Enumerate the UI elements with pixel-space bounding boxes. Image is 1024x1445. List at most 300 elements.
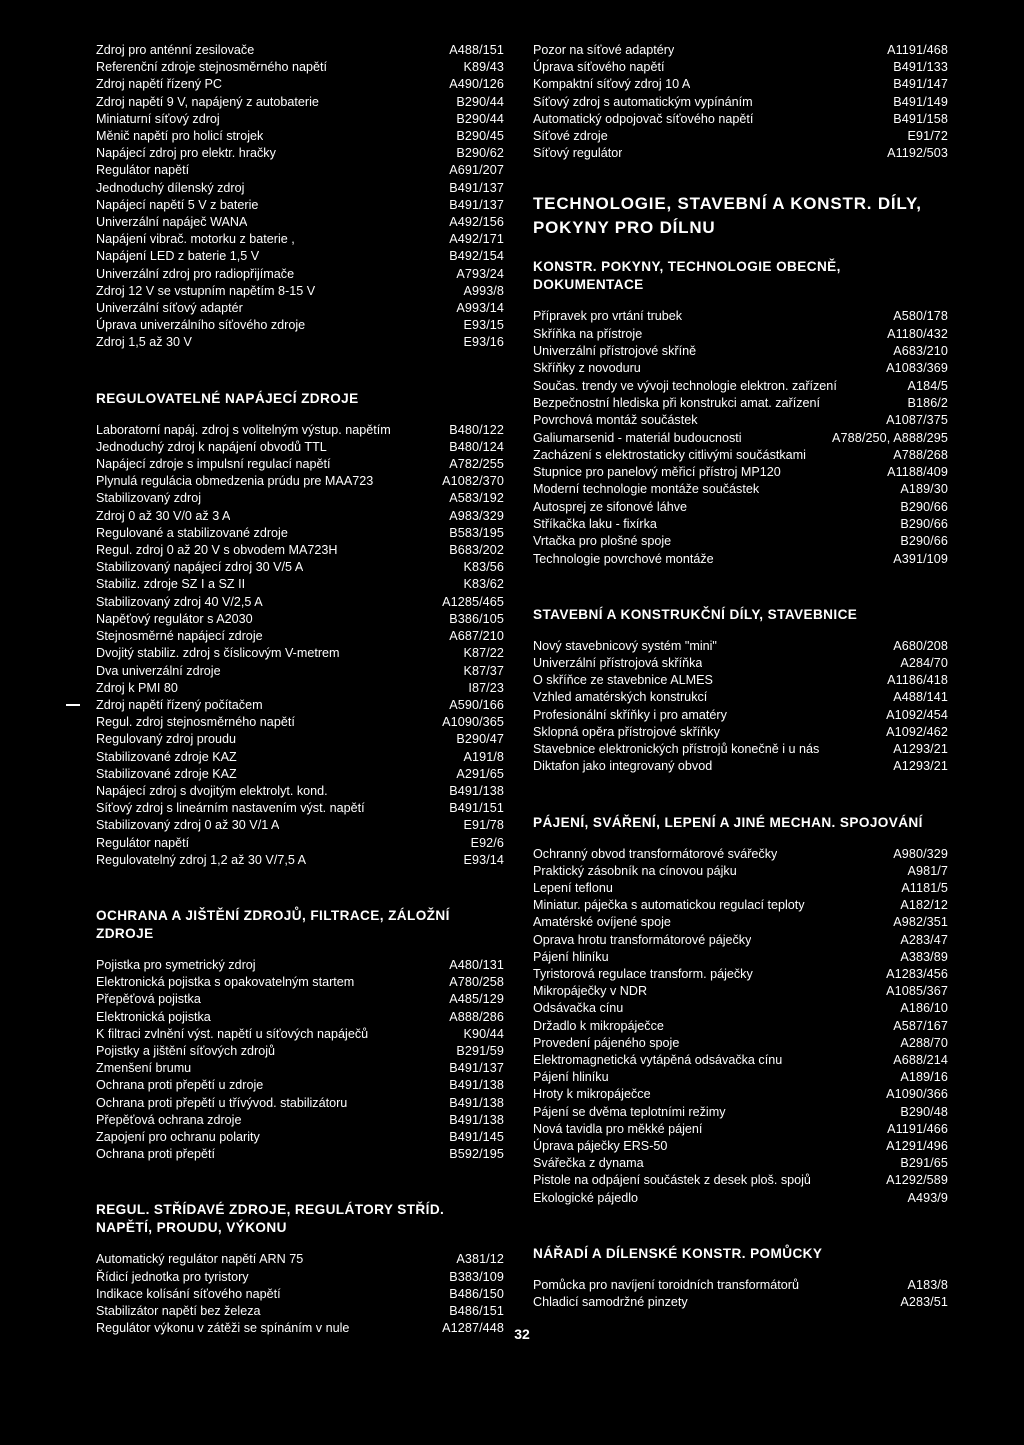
index-entry bbox=[96, 145, 504, 162]
entry-code: A1285/465 bbox=[442, 594, 504, 609]
entry-code: B486/150 bbox=[449, 1286, 504, 1301]
entry-title: Vrtačka pro plošné spoje bbox=[533, 534, 672, 549]
entry-title: Automatický odpojovač síťového napětí bbox=[533, 111, 754, 126]
index-entry bbox=[96, 714, 504, 731]
entry-title: Stabiliz. zdroje SZ I a SZ II bbox=[96, 577, 246, 592]
entry-code: E93/16 bbox=[463, 335, 504, 350]
index-entry bbox=[96, 128, 504, 145]
entry-code: A493/9 bbox=[907, 1190, 948, 1205]
entry-title: Diktafon jako integrovaný obvod bbox=[533, 759, 713, 774]
entry-title: Stavebnice elektronických přístrojů konečně i u nás bbox=[533, 742, 820, 757]
entry-code: A1083/369 bbox=[886, 361, 948, 376]
section-heading: REGULOVATELNÉ NAPÁJECÍ ZDROJE bbox=[96, 390, 359, 406]
entry-code: A288/70 bbox=[900, 1035, 948, 1050]
entry-code: A793/24 bbox=[456, 266, 504, 281]
index-entry bbox=[96, 1026, 504, 1043]
entry-code: A1293/21 bbox=[893, 759, 948, 774]
entry-code: A186/10 bbox=[900, 1001, 948, 1016]
entry-code: K87/37 bbox=[463, 663, 504, 678]
right-column bbox=[533, 42, 948, 1311]
entry-title: Regulovatelný zdroj 1,2 až 30 V/7,5 A bbox=[96, 852, 307, 867]
index-entry bbox=[96, 317, 504, 334]
entry-title: Jednoduchý zdroj k napájení obvodů TTL bbox=[96, 439, 327, 454]
index-entry bbox=[533, 966, 948, 983]
index-entry bbox=[96, 1129, 504, 1146]
index-entry bbox=[96, 542, 504, 559]
entry-title: Plynulá regulácia obmedzenia prúdu pre MAA723 bbox=[96, 474, 374, 489]
entry-code: A183/8 bbox=[907, 1277, 948, 1292]
entry-code: A184/5 bbox=[907, 378, 948, 393]
entry-title: Přepěťová ochrana zdroje bbox=[96, 1112, 242, 1127]
entry-code: A189/30 bbox=[900, 482, 948, 497]
index-entry bbox=[533, 1069, 948, 1086]
entry-title: Ekologické pájedlo bbox=[533, 1190, 639, 1205]
index-entry bbox=[96, 594, 504, 611]
entry-title: Univerzální zdroj pro radiopřijímače bbox=[96, 266, 295, 281]
entry-title: Pojistky a jištění síťových zdrojů bbox=[96, 1043, 276, 1058]
entry-code: A488/151 bbox=[449, 43, 504, 57]
index-entry bbox=[96, 300, 504, 317]
entry-title: Moderní technologie montáže součástek bbox=[533, 482, 760, 497]
entry-code: K90/44 bbox=[463, 1026, 504, 1041]
index-entry bbox=[96, 1286, 504, 1303]
index-entry bbox=[96, 1320, 504, 1337]
entry-title: Zdroj napětí řízený PC bbox=[96, 77, 222, 92]
entry-title: O skříňce ze stavebnice ALMES bbox=[533, 673, 713, 688]
index-entry bbox=[533, 111, 948, 128]
entry-code: B290/45 bbox=[456, 129, 504, 144]
index-entry bbox=[533, 430, 948, 447]
entry-title: Napájecí zdroje s impulsní regulací napětí bbox=[96, 457, 331, 472]
entry-code: A590/166 bbox=[449, 697, 504, 712]
entry-code: A1191/466 bbox=[887, 1121, 948, 1136]
index-entry bbox=[533, 1138, 948, 1155]
entry-title: Regulované a stabilizované zdroje bbox=[96, 525, 288, 540]
index-entry bbox=[533, 308, 948, 325]
entry-title: Univerzální síťový adaptér bbox=[96, 301, 243, 316]
section-heading: PÁJENÍ, SVÁŘENÍ, LEPENÍ A JINÉ MECHAN. SPOJOVÁNÍ bbox=[533, 814, 923, 830]
entry-title: Regul. zdroj 0 až 20 V s obvodem MA723H bbox=[96, 543, 338, 558]
entry-title: Napájecí zdroj s dvojitým elektrolyt. kond. bbox=[96, 783, 328, 798]
index-entry bbox=[533, 1294, 948, 1311]
entry-list bbox=[533, 308, 948, 567]
index-entry bbox=[96, 525, 504, 542]
index-entry bbox=[533, 59, 948, 76]
entry-code: A391/109 bbox=[893, 551, 948, 566]
entry-title: Sklopná opěra přístrojové skříňky bbox=[533, 724, 720, 739]
entry-code: B480/122 bbox=[449, 422, 504, 437]
index-entry bbox=[96, 1146, 504, 1163]
entry-code: A688/214 bbox=[893, 1052, 948, 1067]
index-entry bbox=[96, 1009, 504, 1026]
entry-title: Napěťový regulátor s A2030 bbox=[96, 611, 253, 626]
index-entry bbox=[533, 551, 948, 568]
index-entry bbox=[533, 1035, 948, 1052]
entry-title: Skříňky z novoduru bbox=[533, 361, 641, 376]
entry-code: A580/178 bbox=[893, 309, 948, 324]
entry-title: Provedení pájeného spoje bbox=[533, 1035, 680, 1050]
index-entry bbox=[533, 128, 948, 145]
index-entry bbox=[96, 783, 504, 800]
entry-title: Univerzální přístrojové skříně bbox=[533, 344, 697, 359]
index-entry bbox=[96, 974, 504, 991]
index-entry bbox=[96, 731, 504, 748]
entry-code: A1283/456 bbox=[886, 966, 948, 981]
entry-code: B486/151 bbox=[449, 1303, 504, 1318]
index-entry bbox=[533, 932, 948, 949]
index-entry bbox=[96, 1303, 504, 1320]
entry-title: Ochrana proti přepětí u zdroje bbox=[96, 1078, 264, 1093]
entry-title: Stabilizovaný zdroj bbox=[96, 491, 201, 506]
entry-title: Přípravek pro vrtání trubek bbox=[533, 309, 683, 324]
index-entry bbox=[533, 42, 948, 59]
index-entry bbox=[533, 145, 948, 162]
entry-code: B290/66 bbox=[900, 534, 948, 549]
entry-title: Zdroj pro anténní zesilovače bbox=[96, 43, 255, 57]
entry-title: Napájecí napětí 5 V z baterie bbox=[96, 197, 259, 212]
entry-title: Ochrana proti přepětí u třívývod. stabilizátoru bbox=[96, 1095, 348, 1110]
entry-title: Jednoduchý dílenský zdroj bbox=[96, 180, 245, 195]
section-heading: REGUL. STŘÍDAVÉ ZDROJE, REGULÁTORY STŘÍD. NAPĚTÍ, PROUDU, VÝKONU bbox=[96, 1202, 445, 1236]
index-entry bbox=[96, 749, 504, 766]
index-entry bbox=[96, 283, 504, 300]
entry-code: A1092/462 bbox=[886, 724, 948, 739]
entry-code: B290/66 bbox=[900, 516, 948, 531]
index-entry bbox=[533, 412, 948, 429]
section-regulovatelne bbox=[96, 390, 504, 869]
entry-title: Vzhled amatérských konstrukcí bbox=[533, 690, 708, 705]
entry-code: A291/65 bbox=[456, 766, 504, 781]
index-entry bbox=[96, 817, 504, 834]
index-entry bbox=[96, 162, 504, 179]
entry-code: B491/137 bbox=[449, 197, 504, 212]
index-entry bbox=[533, 863, 948, 880]
entry-title: Pomůcka pro navíjení toroidních transformátorů bbox=[533, 1277, 799, 1292]
entry-title: Univerzální přístrojová skříňka bbox=[533, 656, 703, 671]
section-naradi bbox=[533, 1245, 948, 1311]
entry-code: B491/138 bbox=[449, 783, 504, 798]
entry-code: A1092/454 bbox=[886, 707, 948, 722]
entry-title: Síťový regulátor bbox=[533, 146, 623, 161]
entry-list bbox=[533, 846, 948, 1207]
index-entry bbox=[533, 689, 948, 706]
index-entry bbox=[96, 852, 504, 869]
entry-code: A383/89 bbox=[900, 949, 948, 964]
entry-list bbox=[533, 1277, 948, 1311]
entry-title: Praktický zásobník na cínovou pájku bbox=[533, 863, 737, 878]
entry-code: A1287/448 bbox=[442, 1321, 504, 1336]
entry-title: Regulovaný zdroj proudu bbox=[96, 732, 237, 747]
index-entry bbox=[533, 395, 948, 412]
entry-title: Stabilizované zdroje KAZ bbox=[96, 749, 237, 764]
entry-title: Dva univerzální zdroje bbox=[96, 663, 221, 678]
entry-code: A981/7 bbox=[907, 863, 948, 878]
index-entry bbox=[96, 800, 504, 817]
entry-code: A1293/21 bbox=[893, 742, 948, 757]
entry-code: B290/47 bbox=[456, 732, 504, 747]
entry-code: B491/137 bbox=[449, 180, 504, 195]
entry-title: Elektronická pojistka s opakovatelným startem bbox=[96, 975, 355, 990]
index-entry bbox=[533, 1190, 948, 1207]
entry-title: Pájení hliníku bbox=[533, 949, 609, 964]
entry-list bbox=[96, 957, 504, 1163]
entry-title: Síťový zdroj s automatickým vypínáním bbox=[533, 94, 753, 109]
entry-title: Mikropáječky v NDR bbox=[533, 984, 648, 999]
entry-title: Laboratorní napáj. zdroj s volitelným výstup. napětím bbox=[96, 422, 391, 437]
entry-title: Tyristorová regulace transform. páječky bbox=[533, 966, 753, 981]
entry-title: Stabilizovaný zdroj 0 až 30 V/1 A bbox=[96, 818, 280, 833]
entry-code: A1180/432 bbox=[887, 326, 948, 341]
entry-title: Stabilizovaný napájecí zdroj 30 V/5 A bbox=[96, 560, 304, 575]
index-entry bbox=[533, 94, 948, 111]
index-entry bbox=[96, 42, 504, 59]
index-entry bbox=[96, 197, 504, 214]
entry-title: Zdroj 0 až 30 V/0 až 3 A bbox=[96, 508, 231, 523]
entry-code: E91/78 bbox=[463, 818, 504, 833]
entry-title: Dvojitý stabiliz. zdroj s číslicovým V-metrem bbox=[96, 646, 340, 661]
entry-title: Měnič napětí pro holicí strojek bbox=[96, 129, 264, 144]
entry-code: A587/167 bbox=[893, 1018, 948, 1033]
index-entry bbox=[533, 741, 948, 758]
entry-title: Zdroj 1,5 až 30 V bbox=[96, 335, 192, 350]
entry-code: B383/109 bbox=[449, 1269, 504, 1284]
entry-code: A1090/366 bbox=[886, 1087, 948, 1102]
entry-title: Regul. zdroj stejnosměrného napětí bbox=[96, 715, 295, 730]
index-entry bbox=[96, 697, 504, 714]
entry-code: A1181/5 bbox=[901, 880, 948, 895]
index-entry bbox=[96, 611, 504, 628]
section-heading: KONSTR. POKYNY, TECHNOLOGIE OBECNĚ, DOKUMENTACE bbox=[533, 259, 841, 293]
entry-code: A1087/375 bbox=[886, 413, 948, 428]
entry-code: B290/44 bbox=[456, 111, 504, 126]
index-entry bbox=[533, 846, 948, 863]
entry-title: Elektronická pojistka bbox=[96, 1009, 211, 1024]
entry-code: A1291/496 bbox=[886, 1138, 948, 1153]
index-entry bbox=[96, 1077, 504, 1094]
entry-code: B491/151 bbox=[449, 801, 504, 816]
index-entry bbox=[533, 1277, 948, 1294]
index-entry bbox=[533, 1172, 948, 1189]
entry-title: Bezpečnostní hlediska při konstrukci amat. zařízení bbox=[533, 395, 820, 410]
index-entry bbox=[533, 949, 948, 966]
index-entry bbox=[533, 1018, 948, 1035]
entry-code: A1186/418 bbox=[887, 673, 948, 688]
entry-code: A283/47 bbox=[900, 932, 948, 947]
entry-code: K83/56 bbox=[463, 560, 504, 575]
entry-code: B480/124 bbox=[449, 439, 504, 454]
index-entry bbox=[96, 1060, 504, 1077]
entry-code: B492/154 bbox=[449, 249, 504, 264]
entry-title: Regulátor napětí bbox=[96, 163, 190, 178]
entry-code: B291/65 bbox=[900, 1156, 948, 1171]
entry-title: Chladicí samodržné pinzety bbox=[533, 1294, 688, 1309]
section-stridave bbox=[96, 1201, 504, 1337]
index-entry bbox=[96, 1043, 504, 1060]
entry-code: A492/171 bbox=[449, 232, 504, 247]
entry-title: Pojistka pro symetrický zdroj bbox=[96, 957, 256, 972]
index-entry bbox=[533, 481, 948, 498]
entry-title: Technologie povrchové montáže bbox=[533, 551, 714, 566]
index-entry bbox=[96, 1112, 504, 1129]
entry-title: K filtraci zvlnění výst. napětí u síťových napáječů bbox=[96, 1026, 369, 1041]
entry-code: E93/15 bbox=[463, 318, 504, 333]
left-intro-list bbox=[96, 42, 504, 352]
entry-code: A480/131 bbox=[449, 957, 504, 972]
entry-code: A788/268 bbox=[893, 447, 948, 462]
entry-code: A381/12 bbox=[456, 1252, 504, 1267]
entry-title: Zdroj k PMI 80 bbox=[96, 680, 178, 695]
entry-title: Pájení se dvěma teplotními režimy bbox=[533, 1104, 726, 1119]
index-entry bbox=[533, 378, 948, 395]
entry-title: Pozor na síťové adaptéry bbox=[533, 43, 675, 57]
index-entry bbox=[96, 663, 504, 680]
entry-code: K87/22 bbox=[463, 646, 504, 661]
entry-title: Univerzální napáječ WANA bbox=[96, 215, 248, 230]
section-konstr bbox=[533, 258, 948, 567]
index-entry bbox=[96, 334, 504, 351]
entry-title: Skříňka na přístroje bbox=[533, 326, 643, 341]
entry-code: B491/137 bbox=[449, 1061, 504, 1076]
index-entry bbox=[96, 473, 504, 490]
entry-code: B491/149 bbox=[893, 94, 948, 109]
index-entry bbox=[96, 266, 504, 283]
entry-code: B491/138 bbox=[449, 1078, 504, 1093]
section-ochrana bbox=[96, 907, 504, 1163]
entry-title: Automatický regulátor napětí ARN 75 bbox=[96, 1252, 304, 1267]
entry-code: A1192/503 bbox=[887, 146, 948, 161]
entry-code: A1082/370 bbox=[442, 474, 504, 489]
entry-code: A680/208 bbox=[893, 638, 948, 653]
entry-title: Regulátor výkonu v zátěži se spínáním v nule bbox=[96, 1321, 350, 1336]
index-entry bbox=[96, 1095, 504, 1112]
index-entry bbox=[533, 516, 948, 533]
entry-code: A1085/367 bbox=[886, 984, 948, 999]
entry-code: A189/16 bbox=[900, 1070, 948, 1085]
index-entry bbox=[96, 957, 504, 974]
entry-title: Pistole na odpájení součástek z desek ploš. spojů bbox=[533, 1173, 811, 1188]
entry-code: A182/12 bbox=[900, 898, 948, 913]
entry-code: B592/195 bbox=[449, 1147, 504, 1162]
entry-code: A284/70 bbox=[900, 656, 948, 671]
section-heading: STAVEBNÍ A KONSTRUKČNÍ DÍLY, STAVEBNICE bbox=[533, 606, 858, 622]
entry-code: A780/258 bbox=[449, 975, 504, 990]
index-entry bbox=[96, 422, 504, 439]
entry-code: A782/255 bbox=[449, 457, 504, 472]
index-entry bbox=[96, 680, 504, 697]
entry-title: Stříkačka laku - fixírka bbox=[533, 516, 657, 531]
entry-code: B290/44 bbox=[456, 94, 504, 109]
index-entry bbox=[533, 914, 948, 931]
entry-title: Amatérské ovíjené spoje bbox=[533, 915, 671, 930]
entry-title: Zdroj 12 V se vstupním napětím 8-15 V bbox=[96, 283, 316, 298]
entry-title: Profesionální skříňky i pro amatéry bbox=[533, 707, 727, 722]
entry-title: Stupnice pro panelový měřicí přístroj MP120 bbox=[533, 465, 781, 480]
entry-list bbox=[533, 638, 948, 776]
index-entry bbox=[96, 76, 504, 93]
entry-title: Držadlo k mikropáječce bbox=[533, 1018, 664, 1033]
entry-code: B491/138 bbox=[449, 1095, 504, 1110]
entry-code: A691/207 bbox=[449, 163, 504, 178]
entry-title: Hroty k mikropáječce bbox=[533, 1087, 651, 1102]
entry-title: Nová tavidla pro měkké pájení bbox=[533, 1121, 703, 1136]
entry-code: A1292/589 bbox=[886, 1173, 948, 1188]
section-pajeni bbox=[533, 814, 948, 1207]
entry-title: Referenční zdroje stejnosměrného napětí bbox=[96, 60, 328, 75]
entry-code: A583/192 bbox=[449, 491, 504, 506]
entry-title: Síťové zdroje bbox=[533, 129, 608, 144]
entry-code: A993/14 bbox=[456, 301, 504, 316]
entry-title: Úprava síťového napětí bbox=[533, 60, 665, 75]
index-entry bbox=[533, 343, 948, 360]
entry-title: Stabilizátor napětí bez železa bbox=[96, 1303, 261, 1318]
entry-title: Úprava páječky ERS-50 bbox=[533, 1138, 668, 1153]
index-entry bbox=[96, 456, 504, 473]
entry-title: Indikace kolísání síťového napětí bbox=[96, 1286, 281, 1301]
entry-code: A788/250, A888/295 bbox=[832, 430, 948, 445]
index-entry bbox=[96, 1269, 504, 1286]
entry-code: A1188/409 bbox=[887, 465, 948, 480]
entry-title: Regulátor napětí bbox=[96, 835, 190, 850]
entry-code: B683/202 bbox=[449, 543, 504, 558]
entry-title: Napájecí zdroj pro elektr. hračky bbox=[96, 146, 276, 161]
entry-code: A283/51 bbox=[900, 1294, 948, 1309]
index-entry bbox=[96, 645, 504, 662]
entry-title: Zdroj napětí řízený počítačem bbox=[96, 697, 263, 712]
index-entry bbox=[96, 628, 504, 645]
entry-code: K83/62 bbox=[463, 577, 504, 592]
entry-title: Zmenšení brumu bbox=[96, 1061, 192, 1076]
entry-code: B290/62 bbox=[456, 146, 504, 161]
index-entry bbox=[533, 1121, 948, 1138]
entry-code: B491/133 bbox=[893, 60, 948, 75]
entry-code: A980/329 bbox=[893, 846, 948, 861]
entry-code: A888/286 bbox=[449, 1009, 504, 1024]
index-entry bbox=[533, 707, 948, 724]
entry-code: B491/145 bbox=[449, 1129, 504, 1144]
index-entry bbox=[96, 180, 504, 197]
index-entry bbox=[533, 499, 948, 516]
entry-code: E92/6 bbox=[470, 835, 504, 850]
entry-list bbox=[96, 422, 504, 869]
entry-title: Síťový zdroj s lineárním nastavením výst. napětí bbox=[96, 801, 365, 816]
entry-code: A983/329 bbox=[449, 508, 504, 523]
entry-code: B291/59 bbox=[456, 1043, 504, 1058]
entry-code: B491/138 bbox=[449, 1112, 504, 1127]
entry-title: Nový stavebnicový systém "mini" bbox=[533, 638, 717, 653]
entry-code: A1090/365 bbox=[442, 715, 504, 730]
index-entry bbox=[533, 326, 948, 343]
entry-title: Odsávačka cínu bbox=[533, 1001, 624, 1016]
entry-title: Oprava hrotu transformátorové páječky bbox=[533, 932, 752, 947]
index-entry bbox=[533, 1104, 948, 1121]
index-entry bbox=[96, 248, 504, 265]
section-stavebni bbox=[533, 606, 948, 776]
index-entry bbox=[96, 214, 504, 231]
index-entry bbox=[96, 766, 504, 783]
entry-title: Autosprej ze sifonové láhve bbox=[533, 499, 688, 514]
left-column bbox=[96, 42, 504, 1337]
entry-title: Zdroj napětí 9 V, napájený z autobaterie bbox=[96, 94, 319, 109]
entry-title: Povrchová montáž součástek bbox=[533, 413, 698, 428]
entry-title: Řídicí jednotka pro tyristory bbox=[96, 1269, 249, 1284]
index-entry bbox=[533, 1086, 948, 1103]
entry-code: B491/147 bbox=[893, 77, 948, 92]
index-entry bbox=[96, 559, 504, 576]
entry-title: Zacházení s elektrostaticky citlivými součástkami bbox=[533, 447, 806, 462]
index-entry bbox=[533, 655, 948, 672]
entry-title: Součas. trendy ve vývoji technologie elektron. zařízení bbox=[533, 378, 837, 393]
index-entry bbox=[533, 447, 948, 464]
